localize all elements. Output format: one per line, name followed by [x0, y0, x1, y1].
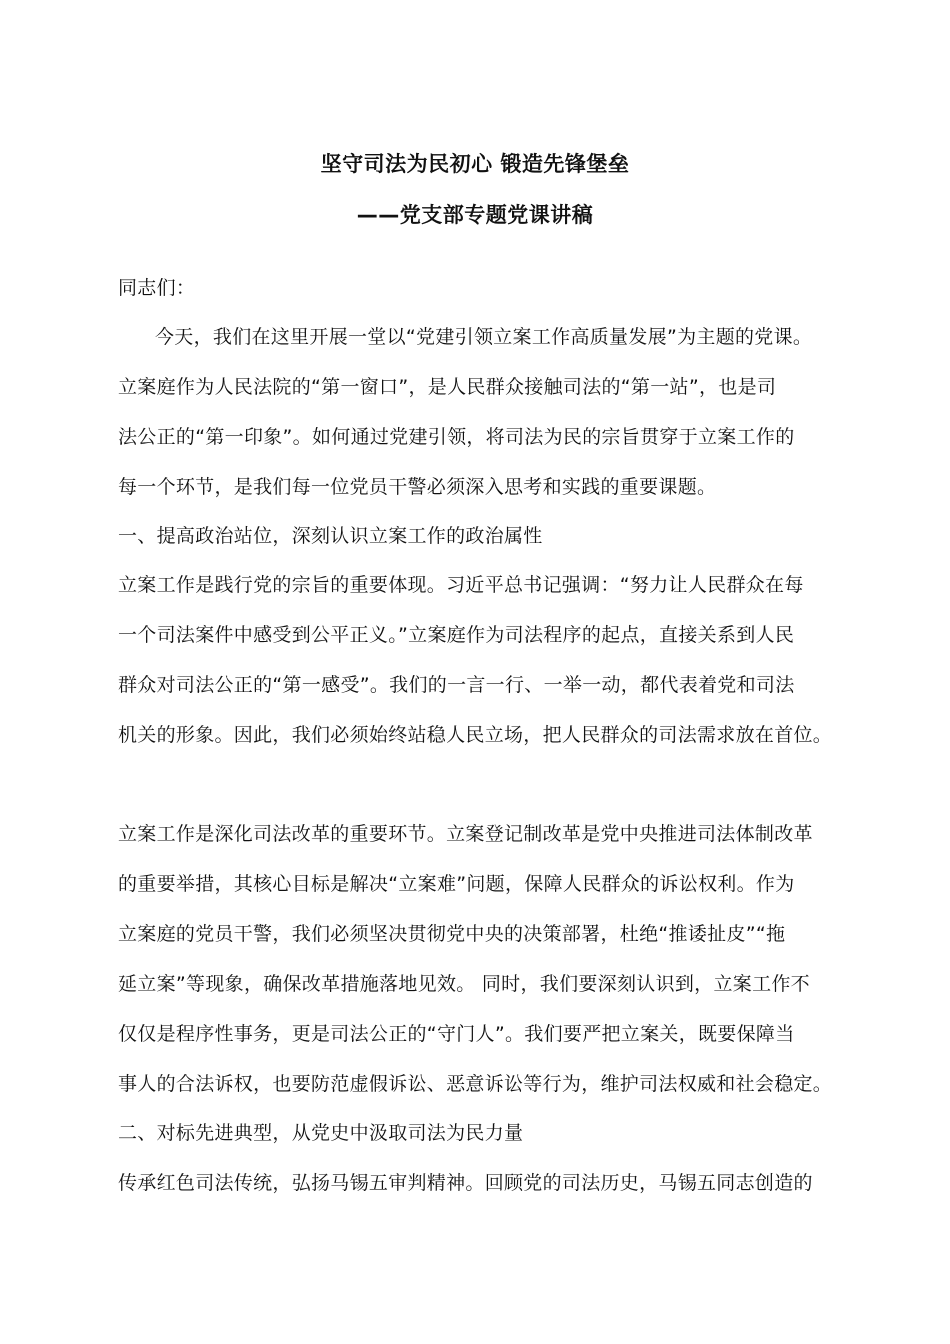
document-subtitle: ——党支部专题党课讲稿 [356, 203, 594, 227]
document-title: 坚守司法为民初心 锻造先锋堡垒 [320, 152, 630, 176]
paragraph-line: 仅仅是程序性事务，更是司法公正的“守门人”。我们要严把立案关，既要保障当 [118, 1023, 795, 1045]
paragraph-line: 法公正的“第一印象”。如何通过党建引领，将司法为民的宗旨贯穿于立案工作的 [118, 426, 795, 448]
paragraph-line: 机关的形象。因此，我们必须始终站稳人民立场，把人民群众的司法需求放在首位。 [118, 724, 833, 746]
paragraph-line: 群众对司法公正的“第一感受”。我们的一言一行、一举一动，都代表着党和司法 [118, 674, 795, 696]
paragraph-line: 一个司法案件中感受到公平正义。”立案庭作为司法程序的起点，直接关系到人民 [118, 624, 795, 646]
paragraph-line: 立案庭作为人民法院的“第一窗口”，是人民群众接触司法的“第一站”，也是司 [118, 376, 777, 398]
paragraph-line: 立案庭的党员干警，我们必须坚决贯彻党中央的决策部署，杜绝“推诿扯皮”“拖 [118, 923, 786, 945]
section-heading: 一、提高政治站位，深刻认识立案工作的政治属性 [118, 525, 543, 547]
paragraph-line: 立案工作是践行党的宗旨的重要体现。习近平总书记强调：“努力让人民群众在每 [118, 574, 804, 596]
salutation: 同志们： [118, 277, 196, 299]
paragraph-line: 传承红色司法传统，弘扬马锡五审判精神。回顾党的司法历史，马锡五同志创造的 [118, 1172, 813, 1194]
paragraph-line: 延立案”等现象，确保改革措施落地见效。 同时，我们要深刻认识到，立案工作不 [118, 973, 810, 995]
section-heading: 二、对标先进典型，从党史中汲取司法为民力量 [118, 1122, 524, 1144]
paragraph-line: 每一个环节，是我们每一位党员干警必须深入思考和实践的重要课题。 [118, 476, 717, 498]
paragraph-line: 立案工作是深化司法改革的重要环节。立案登记制改革是党中央推进司法体制改革 [118, 823, 813, 845]
paragraph-line: 的重要举措，其核心目标是解决“立案难”问题，保障人民群众的诉讼权利。作为 [118, 873, 795, 895]
paragraph-line: 今天，我们在这里开展一堂以“党建引领立案工作高质量发展”为主题的党课。 [155, 326, 813, 348]
paragraph-line: 事人的合法诉权，也要防范虚假诉讼、恶意诉讼等行为，维护司法权威和社会稳定。 [118, 1073, 833, 1095]
